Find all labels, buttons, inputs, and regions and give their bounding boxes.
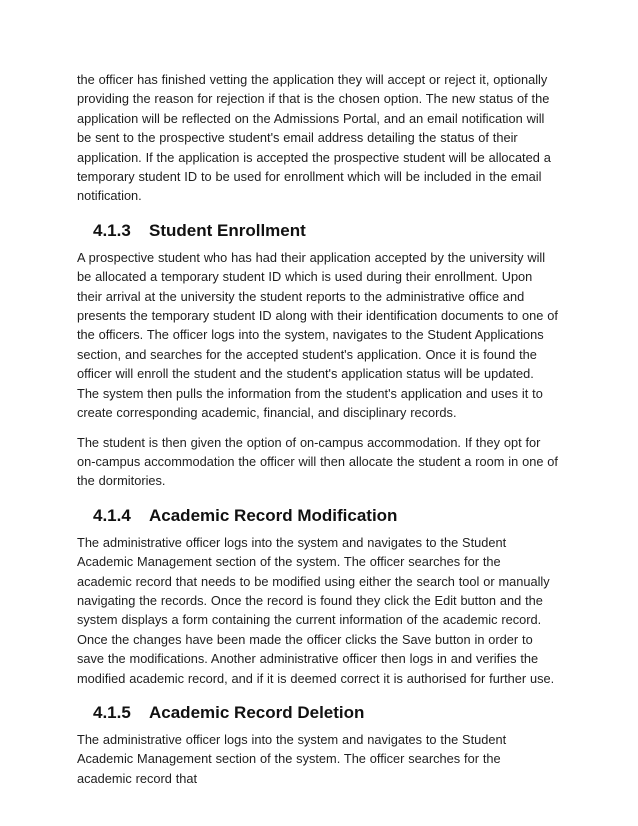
section-number: 4.1.4 xyxy=(93,505,131,525)
section-title: Student Enrollment xyxy=(149,220,306,240)
intro-paragraph: the officer has finished vetting the application they will accept or reject it, optionally providing the reason for rejection if that is the chosen option. The new status of the application will be reflected on the Admissions Portal, and an email notification will be sent to the prospective student's email address detailing the status of their application. If the application is accepted the prospective student will be allocated a temporary student ID to be used for enrollment which will be included in the email notification. xyxy=(77,72,551,204)
section-heading-4-1-3 xyxy=(93,220,558,242)
section-title: Academic Record Deletion xyxy=(149,702,365,722)
section-heading-4-1-4 xyxy=(93,505,558,527)
section-heading-4-1-5 xyxy=(93,702,558,724)
section-title: Academic Record Modification xyxy=(149,505,398,525)
section-paragraph: The administrative officer logs into the system and navigates to the Student Academic Management section of the system. The officer searches for the academic record that needs to be modified using either the search tool or manually navigating the records. Once the record is found they click the Edit button and the system displays a form containing the current information of the academic record. Once the changes have been made the officer clicks the Save button in order to save the modifications. Another administrative officer then logs in and verifies the modified academic record, and if it is deemed correct it is authorised for further use. xyxy=(77,534,555,686)
section-paragraph: A prospective student who has had their application accepted by the university will be allocated a temporary student ID which is used during their enrollment. Upon their arrival at the university the student reports to the administrative office and presents the temporary student ID along with their identification documents to one of the officers. The officer logs into the system, navigates to the Student Applications section, and searches for the accepted student's application. Once it is found the officer will enroll the student and the student's application status will be updated. The system then pulls the information from the student's application and uses it to create corresponding academic, financial, and disciplinary records. xyxy=(77,249,558,421)
section-paragraph: The administrative officer logs into the system and navigates to the Student Academic Management section of the system. The officer searches for the academic record that xyxy=(77,731,507,786)
section-number: 4.1.3 xyxy=(93,220,131,240)
section-number: 4.1.5 xyxy=(93,702,131,722)
section-paragraph: The student is then given the option of on-campus accommodation. If they opt for on-campus accommodation the officer will then allocate the student a room in one of the dormitories. xyxy=(77,434,558,489)
